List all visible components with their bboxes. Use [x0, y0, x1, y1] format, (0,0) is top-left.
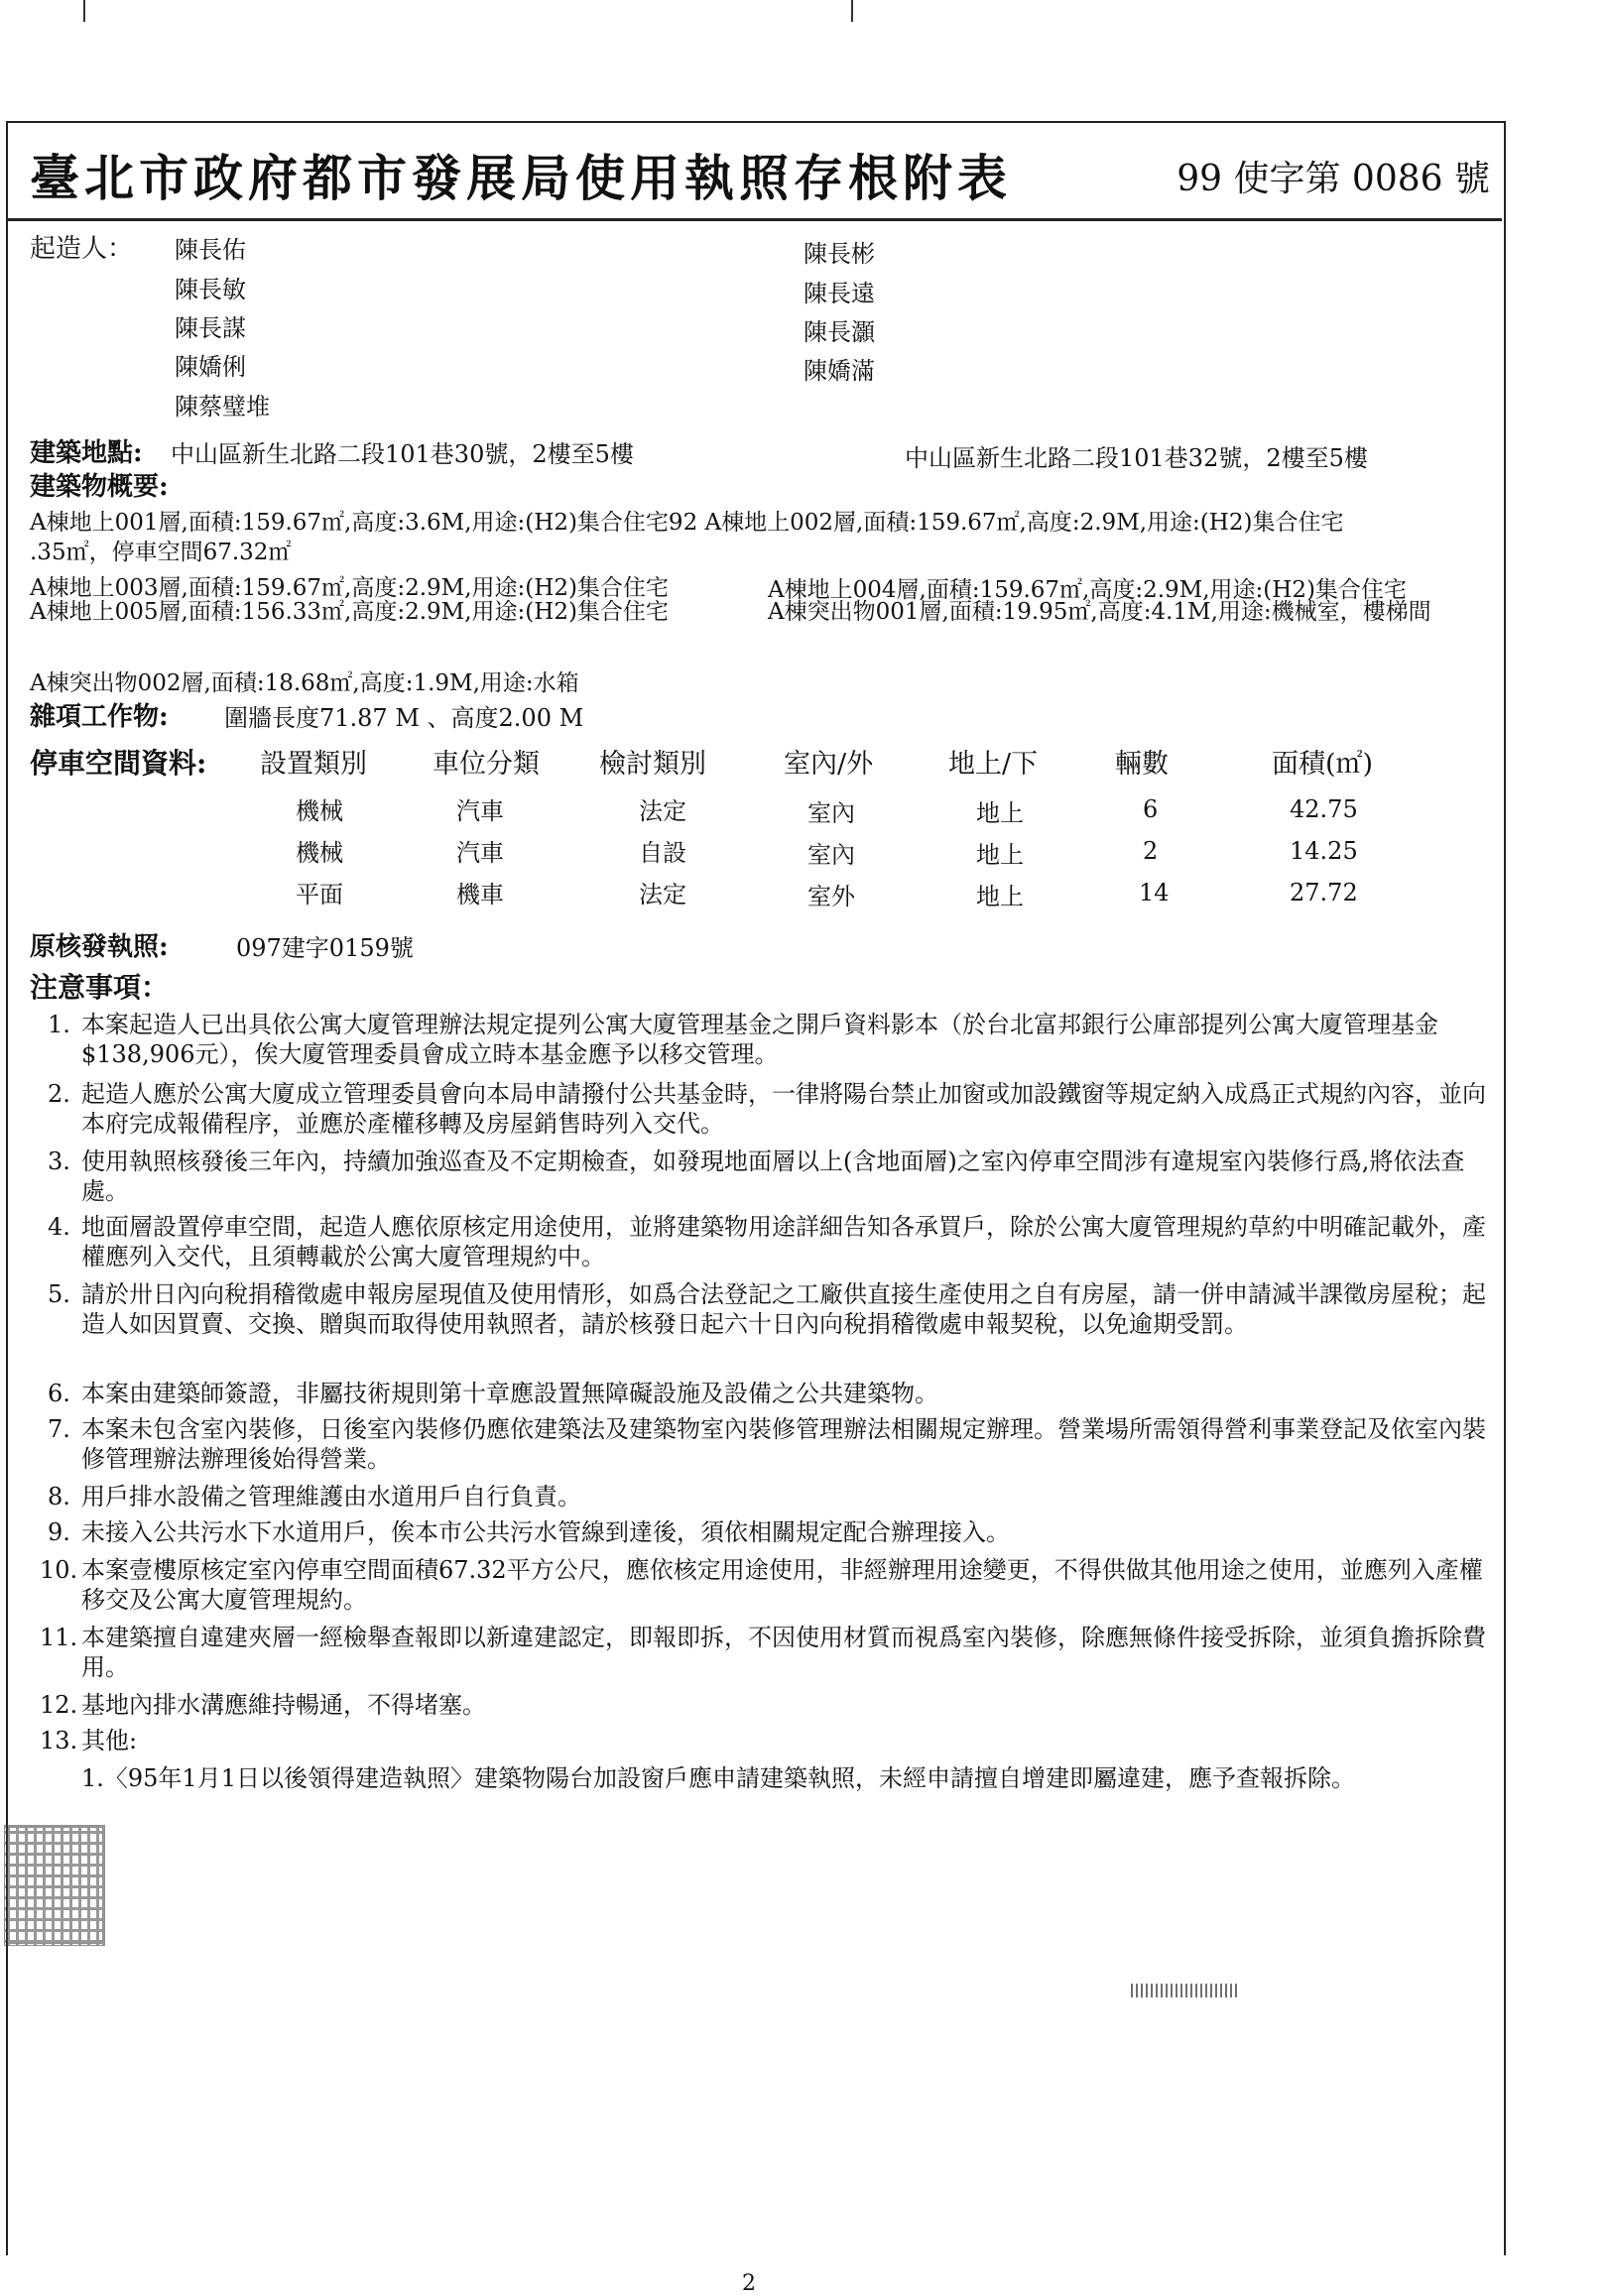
parking-cell: 室外 — [807, 883, 855, 910]
parking-cell: 法定 — [639, 881, 686, 908]
overview-label: 建築物概要: — [30, 472, 169, 502]
builder-name: 陳長佑 — [175, 236, 246, 264]
note-text: 本案由建築師簽證，非屬技術規則第十章應設置無障礙設施及設備之公共建築物。 — [81, 1380, 938, 1407]
parking-cell: 室內 — [807, 841, 855, 869]
note-number: 3. — [48, 1148, 70, 1175]
note-number: 1. — [48, 1011, 70, 1038]
overview-line: A棟地上001層,面積:159.67㎡,高度:3.6M,用途:(H2)集合住宅92 A棟地上002層,面積:159.67㎡,高度:2.9M,用途:(H2)集合住宅 — [30, 510, 1344, 536]
note-number: 11. — [40, 1624, 78, 1651]
note-number: 8. — [48, 1483, 70, 1511]
parking-header: 檢討類別 — [599, 749, 706, 780]
overview-line: .35㎡，停車空間67.32㎡ — [30, 540, 292, 565]
site-address-2: 中山區新生北路二段101巷32號，2樓至5樓 — [905, 444, 1368, 472]
note-item — [40, 1555, 1492, 1617]
note-number: 4. — [48, 1213, 70, 1241]
builder-name: 陳長敏 — [175, 276, 246, 303]
permit-number: 99 使字第 0086 號 — [1177, 159, 1490, 199]
builder-name: 陳長彬 — [804, 240, 875, 268]
page-number: 2 — [742, 2271, 756, 2296]
note-number: 7. — [48, 1415, 70, 1443]
site-address-1: 中山區新生北路二段101巷30號，2樓至5樓 — [171, 440, 634, 468]
note-item — [40, 1726, 1492, 1757]
note-number: 12. — [40, 1691, 78, 1719]
misc-label: 雜項工作物: — [30, 702, 169, 732]
site-label: 建築地點: — [30, 438, 143, 468]
note-sub-item — [81, 1763, 1470, 1825]
note-sub-text: 1.〈95年1月1日以後領得建造執照〉建築物陽台加設窗戶應申請建築執照，未經申請擅自增建即屬違建，應予查報拆除。 — [81, 1764, 1355, 1792]
parking-header: 地上/下 — [948, 749, 1039, 780]
parking-header: 車位分類 — [433, 749, 540, 780]
parking-cell: 機械 — [296, 797, 343, 825]
builder-name: 陳蔡璧堆 — [175, 393, 270, 421]
notes-label: 注意事項： — [30, 971, 170, 1004]
parking-cell: 42.75 — [1290, 795, 1358, 823]
note-text: 使用執照核發後三年內，持續加強巡查及不定期檢查，如發現地面層以上(含地面層)之室內停車空間涉有違規室內裝修行爲,將依法查處。 — [81, 1148, 1465, 1205]
note-item — [48, 1517, 1492, 1549]
note-number: 13. — [40, 1727, 78, 1754]
note-item — [48, 1147, 1492, 1208]
note-item — [48, 1079, 1492, 1141]
parking-cell: 室內 — [807, 799, 855, 827]
parking-cell: 6 — [1143, 795, 1159, 823]
note-text: 地面層設置停車空間，起造人應依原核定用途使用，並將建築物用途詳細告知各承買戶，除於公寓大廈管理規約草約中明確記載外，產權應列入交代，且須轉載於公寓大廈管理規約中。 — [81, 1213, 1486, 1270]
note-text: 請於卅日內向稅捐稽徵處申報房屋現值及使用情形，如爲合法登記之工廠供直接生產使用之自有房屋，請一併申請減半課徵房屋稅；起造人如因買賣、交換、贈與而取得使用執照者，請於核發日起六十日內向稅捐稽徵處申報契稅，以免逾期受罰。 — [81, 1280, 1486, 1338]
builder-name: 陳長遠 — [804, 280, 875, 307]
overview-line: A棟突出物001層,面積:19.95㎡,高度:4.1M,用途:機械室，樓梯間 — [768, 599, 1431, 625]
note-item — [40, 1623, 1492, 1684]
note-text: 其他: — [81, 1727, 138, 1754]
note-item — [48, 1010, 1492, 1071]
original-license-label: 原核發執照: — [30, 932, 169, 962]
scan-mark-right — [851, 0, 853, 22]
parking-cell: 汽車 — [456, 839, 504, 867]
parking-cell: 機車 — [456, 881, 504, 908]
builders-label: 起造人： — [30, 234, 134, 264]
official-seal-stamp — [4, 1825, 105, 1946]
parking-cell: 地上 — [976, 799, 1024, 827]
parking-cell: 14 — [1139, 879, 1170, 906]
parking-cell: 法定 — [639, 797, 686, 825]
note-text: 基地內排水溝應維持暢通，不得堵塞。 — [81, 1691, 486, 1719]
scan-mark-left — [83, 0, 85, 22]
parking-cell: 2 — [1143, 837, 1159, 865]
note-number: 2. — [48, 1080, 70, 1108]
note-text: 本案未包含室內裝修，日後室內裝修仍應依建築法及建築物室內裝修管理辦法相關規定辦理。營業場所需領得營利事業登記及依室內裝修管理辦法辦理後始得營業。 — [81, 1415, 1486, 1473]
parking-cell: 14.25 — [1290, 837, 1358, 865]
document-header — [8, 123, 1502, 221]
builder-name: 陳嬌滿 — [804, 357, 875, 385]
scan-smudge — [1131, 1984, 1240, 1997]
overview-line: A棟地上005層,面積:156.33㎡,高度:2.9M,用途:(H2)集合住宅 — [30, 599, 669, 625]
parking-cell: 平面 — [296, 881, 343, 908]
note-item — [48, 1482, 1492, 1513]
note-number: 9. — [48, 1518, 70, 1546]
parking-cell: 地上 — [976, 841, 1024, 869]
note-item — [48, 1212, 1492, 1273]
builder-name: 陳嬌俐 — [175, 353, 246, 381]
note-text: 起造人應於公寓大廈成立管理委員會向本局申請撥付公共基金時，一律將陽台禁止加窗或加設鐵窗等規定納入成爲正式規約內容，並向本府完成報備程序，並應於產權移轉及房屋銷售時列入交代。 — [81, 1080, 1486, 1138]
parking-cell: 地上 — [976, 883, 1024, 910]
parking-header: 輛數 — [1115, 749, 1169, 780]
note-text: 本案起造人已出具依公寓大廈管理辦法規定提列公寓大廈管理基金之開戶資料影本（於台北富邦銀行公庫部提列公寓大廈管理基金$138,906元），俟大廈管理委員會成立時本基金應予以移交管理。 — [81, 1011, 1438, 1068]
note-number: 5. — [48, 1280, 70, 1308]
note-text: 未接入公共污水下水道用戶，俟本市公共污水管線到達後，須依相關規定配合辦理接入。 — [81, 1518, 1010, 1546]
parking-cell: 汽車 — [456, 797, 504, 825]
builder-name: 陳長謀 — [175, 314, 246, 342]
document-title: 臺北市政府都市發展局使用執照存根附表 — [30, 149, 1012, 207]
parking-header: 室內/外 — [784, 749, 874, 780]
parking-label: 停車空間資料: — [30, 747, 207, 780]
note-number: 10. — [40, 1556, 78, 1584]
builder-name: 陳長灝 — [804, 318, 875, 346]
note-item — [48, 1279, 1492, 1371]
note-text: 本案壹樓原核定室內停車空間面積67.32平方公尺，應依核定用途使用，非經辦理用途變更，不得供做其他用途之使用，並應列入產權移交及公寓大廈管理規約。 — [81, 1556, 1483, 1614]
note-text: 本建築擅自違建夾層一經檢舉查報即以新違建認定，即報即拆，不因使用材質而視爲室內裝修，除應無條件接受拆除，並須負擔拆除費用。 — [81, 1624, 1486, 1681]
parking-header: 設置類別 — [260, 749, 367, 780]
overview-line: A棟地上003層,面積:159.67㎡,高度:2.9M,用途:(H2)集合住宅 — [30, 575, 669, 601]
note-text: 用戶排水設備之管理維護由水道用戶自行負責。 — [81, 1483, 581, 1511]
misc-value: 圍牆長度71.87 M 、高度2.00 M — [224, 704, 584, 732]
parking-header: 面積(㎡) — [1272, 749, 1374, 780]
parking-table — [0, 742, 1488, 910]
parking-cell: 自設 — [639, 839, 686, 867]
parking-cell: 機械 — [296, 839, 343, 867]
parking-cell: 27.72 — [1290, 879, 1358, 906]
overview-line: A棟突出物002層,面積:18.68㎡,高度:1.9M,用途:水箱 — [30, 670, 579, 696]
original-license-value: 097建字0159號 — [236, 934, 414, 962]
note-item — [40, 1690, 1492, 1722]
note-number: 6. — [48, 1380, 70, 1407]
note-item — [48, 1414, 1492, 1476]
overview-line: A棟地上004層,面積:159.67㎡,高度:2.9M,用途:(H2)集合住宅 — [768, 577, 1407, 603]
note-item — [48, 1379, 1492, 1410]
